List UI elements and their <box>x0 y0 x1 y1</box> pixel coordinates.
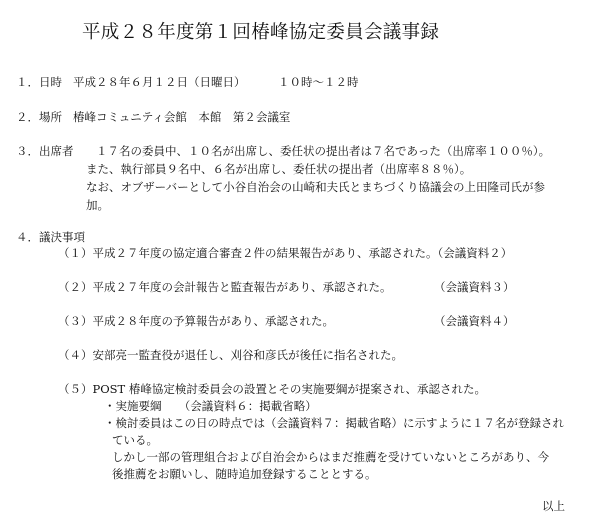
resolution-3-ref: （会議資料４） <box>434 314 515 328</box>
resolution-1: （１）平成２７年度の協定適合審査２件の結果報告があり、承認された。（会議資料２） <box>58 246 513 260</box>
attendance-line-2: また、執行部員９名中、６名が出席し、委任状の提出者（出席率８８％）。 <box>86 162 472 176</box>
item1-label: １．日時 <box>16 75 62 89</box>
resolution-5-bullet-2-line-3: しかし一部の管理組合および自治会からはまだ推薦を受けていないところがあり、今 <box>112 450 549 464</box>
item3-label: ３．出席者 <box>16 144 74 158</box>
resolution-5-bullet-2-line-2: ている。 <box>112 433 158 447</box>
resolution-5-bullet-2-line-1: ・検討委員はこの日の時点では（会議資料７：掲載省略）に示すように１７名が登録され <box>104 416 564 430</box>
resolution-4: （４）安部亮一監査役が退任し、刈谷和彦氏が後任に指名された。 <box>58 348 403 362</box>
attendance-line-3: なお、オブザーバーとして小谷自治会の山崎和夫氏とまちづくり協議会の上田隆司氏が参 <box>86 180 545 194</box>
meeting-time: １０時～１２時 <box>278 75 359 89</box>
resolution-5-bullet-1: ・実施要綱 （会議資料６：掲載省略） <box>104 399 317 413</box>
attendance-line-1: １７名の委員中、１０名が出席し、委任状の提出者は７名であった（出席率１００％）。 <box>96 144 551 158</box>
meeting-place: 椿峰コミュニティ会館 本館 第２会議室 <box>73 110 291 124</box>
resolution-3: （３）平成２８年度の予算報告があり、承認された。 <box>58 314 334 328</box>
resolution-2: （２）平成２７年度の会計報告と監査報告があり、承認された。 <box>58 280 392 294</box>
resolution-5: （５）POST 椿峰協定検討委員会の設置とその実施要綱が提案され、承認された。 <box>58 382 487 396</box>
resolution-5-bullet-2-line-4: 後推薦をお願いし、随時追加登録することとする。 <box>112 467 377 481</box>
item2-label: ２．場所 <box>16 110 62 124</box>
document-title: 平成２８年度第１回椿峰協定委員会議事録 <box>82 22 440 43</box>
closing-mark: 以上 <box>542 499 565 513</box>
item4-label: ４．議決事項 <box>16 230 85 244</box>
meeting-date: 平成２８年６月１２日（日曜日） <box>73 75 246 89</box>
attendance-line-4: 加。 <box>86 198 109 212</box>
resolution-2-ref: （会議資料３） <box>434 280 515 294</box>
